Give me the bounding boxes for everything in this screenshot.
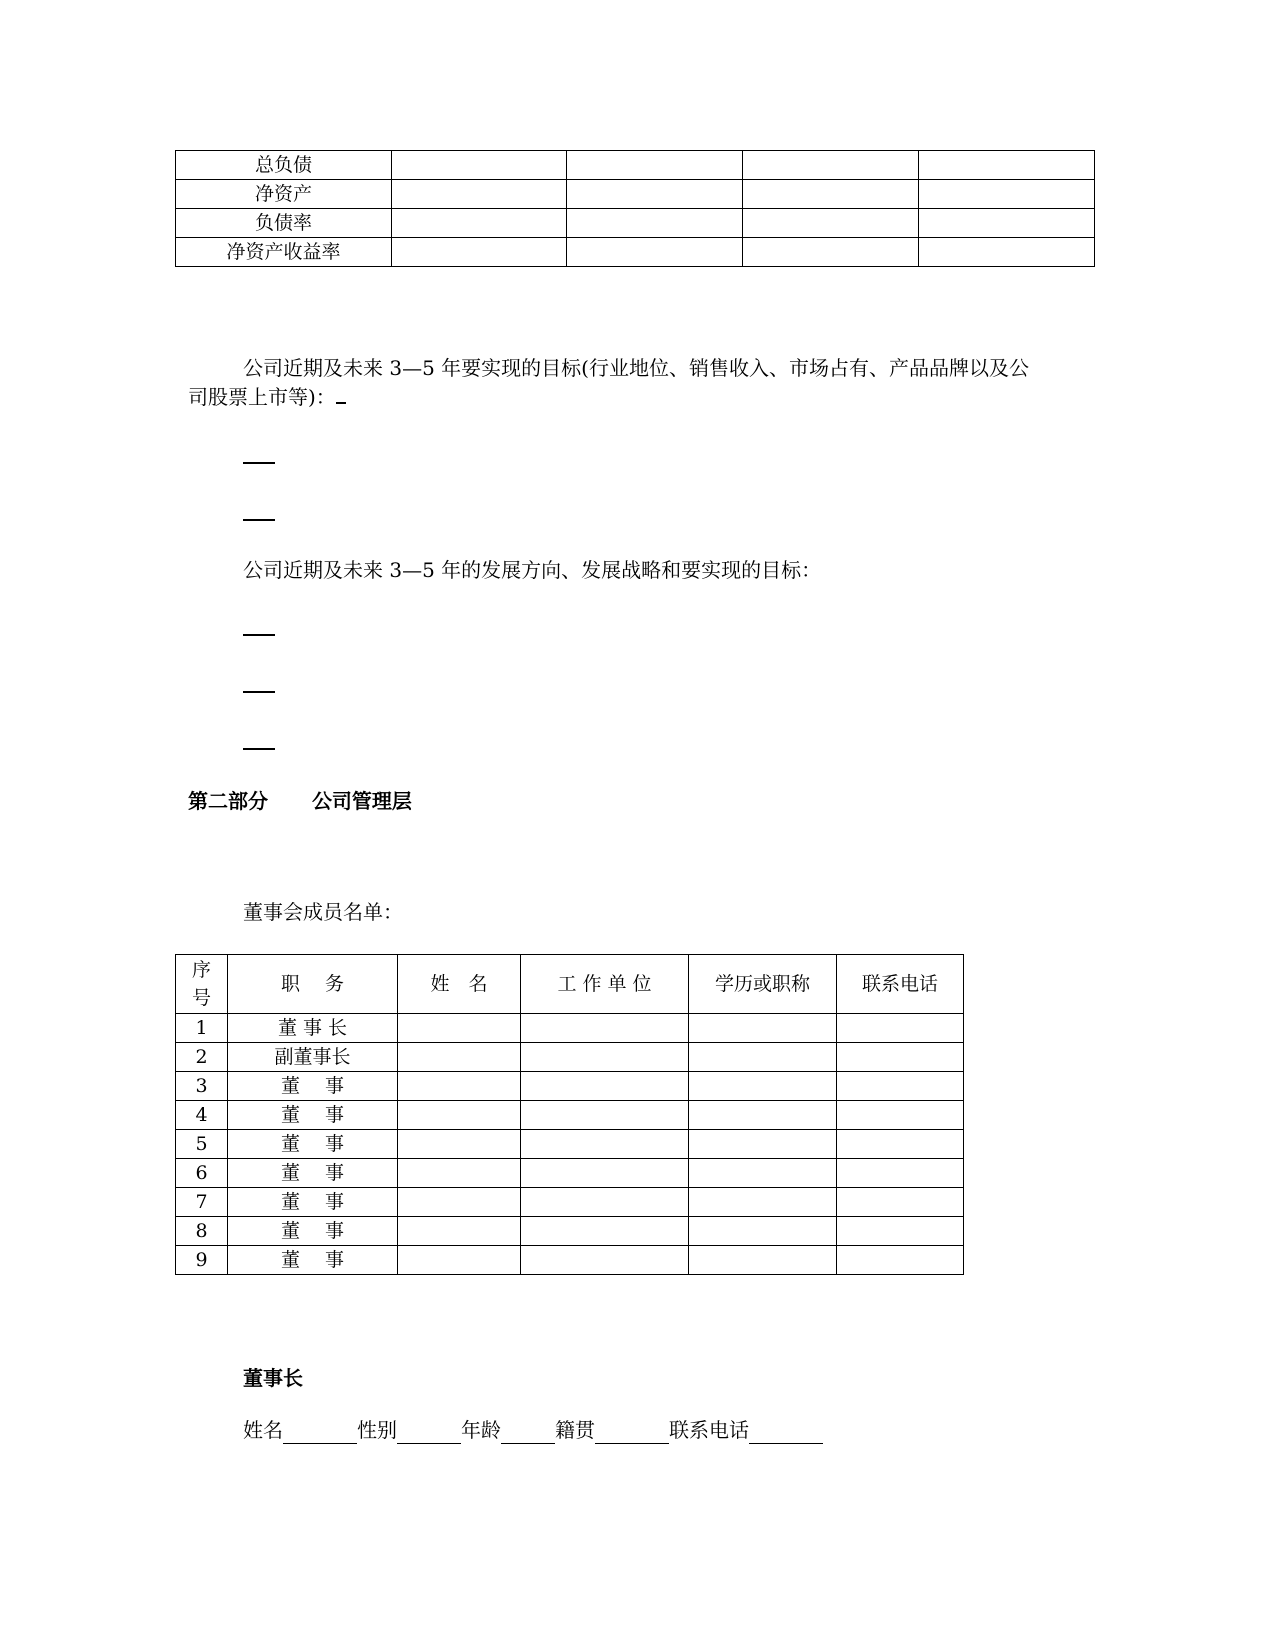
table-cell[interactable]: [567, 209, 743, 238]
row-position: 董 事: [228, 1246, 398, 1275]
answer-line[interactable]: [243, 748, 275, 750]
table-cell[interactable]: [521, 1014, 689, 1043]
table-cell[interactable]: [919, 238, 1095, 267]
table-cell[interactable]: [837, 1217, 964, 1246]
header-seq-bottom: 号: [191, 987, 211, 1009]
row-seq: 5: [176, 1130, 228, 1159]
row-position: 董 事: [228, 1217, 398, 1246]
section-title: 公司管理层: [311, 789, 412, 813]
header-seq: [176, 955, 228, 1014]
row-label: 负债率: [176, 209, 392, 238]
table-cell[interactable]: [398, 1130, 521, 1159]
table-cell[interactable]: [521, 1217, 689, 1246]
goals-line-1: 公司近期及未来 3—5 年要实现的目标(行业地位、销售收入、市场占有、产品品牌以及公: [243, 356, 1029, 380]
goals-line-2-text: 司股票上市等)：: [188, 385, 336, 409]
header-employer: 工 作 单 位: [521, 955, 689, 1014]
header-name: 姓 名: [398, 955, 521, 1014]
table-row: [176, 209, 1095, 238]
row-position: 董 事: [228, 1072, 398, 1101]
header-seq-top: 序: [191, 959, 211, 981]
financial-indicators-table: [175, 150, 1095, 267]
table-cell[interactable]: [567, 180, 743, 209]
header-education: 学历或职称: [689, 955, 837, 1014]
row-position: 董 事: [228, 1101, 398, 1130]
table-cell[interactable]: [689, 1217, 837, 1246]
table-cell[interactable]: [743, 151, 919, 180]
table-header-row: [176, 955, 964, 1014]
table-cell[interactable]: [567, 238, 743, 267]
strategy-text: 公司近期及未来 3—5 年的发展方向、发展战略和要实现的目标：: [243, 558, 822, 582]
row-position: 董 事 长: [228, 1014, 398, 1043]
table-cell[interactable]: [837, 1130, 964, 1159]
row-seq: 3: [176, 1072, 228, 1101]
table-cell[interactable]: [689, 1101, 837, 1130]
table-row: [176, 1159, 964, 1188]
row-position: 董 事: [228, 1130, 398, 1159]
table-cell[interactable]: [689, 1188, 837, 1217]
table-cell[interactable]: [837, 1159, 964, 1188]
section-heading: [188, 785, 412, 814]
gender-field[interactable]: [397, 1423, 461, 1444]
board-members-table: [175, 954, 964, 1275]
table-cell[interactable]: [689, 1014, 837, 1043]
header-position: 职 务: [228, 955, 398, 1014]
row-label: 总负债: [176, 151, 392, 180]
table-cell[interactable]: [521, 1072, 689, 1101]
header-phone: 联系电话: [837, 955, 964, 1014]
table-row: [176, 1072, 964, 1101]
table-cell[interactable]: [743, 238, 919, 267]
table-row: [176, 1217, 964, 1246]
phone-field[interactable]: [749, 1423, 823, 1444]
table-cell[interactable]: [521, 1130, 689, 1159]
table-row: [176, 151, 1095, 180]
table-cell[interactable]: [919, 151, 1095, 180]
row-seq: 6: [176, 1159, 228, 1188]
answer-line[interactable]: [243, 462, 275, 464]
table-cell[interactable]: [837, 1043, 964, 1072]
table-cell[interactable]: [837, 1101, 964, 1130]
goals-line-2: [188, 382, 346, 411]
row-seq: 8: [176, 1217, 228, 1246]
answer-blank[interactable]: [336, 382, 346, 404]
table-cell[interactable]: [398, 1217, 521, 1246]
table-row: [176, 238, 1095, 267]
table-cell[interactable]: [689, 1159, 837, 1188]
row-label: 净资产: [176, 180, 392, 209]
table-cell[interactable]: [689, 1072, 837, 1101]
table-row: [176, 1130, 964, 1159]
phone-label: 联系电话: [669, 1418, 749, 1442]
origin-label: 籍贯: [555, 1418, 595, 1442]
table-row: [176, 180, 1095, 209]
table-cell[interactable]: [521, 1159, 689, 1188]
table-cell[interactable]: [689, 1130, 837, 1159]
table-cell[interactable]: [521, 1188, 689, 1217]
row-seq: 1: [176, 1014, 228, 1043]
table-cell[interactable]: [521, 1101, 689, 1130]
row-seq: 2: [176, 1043, 228, 1072]
table-cell[interactable]: [392, 238, 567, 267]
table-cell[interactable]: [837, 1188, 964, 1217]
table-cell[interactable]: [919, 209, 1095, 238]
table-cell[interactable]: [689, 1043, 837, 1072]
age-field[interactable]: [501, 1423, 555, 1444]
row-position: 董 事: [228, 1159, 398, 1188]
table-cell[interactable]: [521, 1246, 689, 1275]
name-label: 姓名: [243, 1418, 283, 1442]
table-cell[interactable]: [398, 1188, 521, 1217]
table-cell[interactable]: [392, 151, 567, 180]
gender-label: 性别: [357, 1418, 397, 1442]
age-label: 年龄: [461, 1418, 501, 1442]
section-number: 第二部分: [188, 789, 268, 813]
table-cell[interactable]: [919, 180, 1095, 209]
table-row: [176, 1043, 964, 1072]
table-cell[interactable]: [392, 180, 567, 209]
table-cell[interactable]: [398, 1159, 521, 1188]
table-cell[interactable]: [398, 1072, 521, 1101]
answer-line[interactable]: [243, 519, 275, 521]
table-cell[interactable]: [743, 180, 919, 209]
table-row: [176, 1246, 964, 1275]
answer-line[interactable]: [243, 634, 275, 636]
table-cell[interactable]: [689, 1246, 837, 1275]
name-field[interactable]: [283, 1423, 357, 1444]
table-cell[interactable]: [521, 1043, 689, 1072]
table-cell[interactable]: [392, 209, 567, 238]
table-cell[interactable]: [837, 1014, 964, 1043]
board-caption: 董事会成员名单：: [243, 900, 403, 924]
row-position: 董 事: [228, 1188, 398, 1217]
table-cell[interactable]: [398, 1043, 521, 1072]
table-row: [176, 1188, 964, 1217]
table-cell[interactable]: [567, 151, 743, 180]
origin-field[interactable]: [595, 1423, 669, 1444]
table-cell[interactable]: [398, 1246, 521, 1275]
table-cell[interactable]: [837, 1246, 964, 1275]
answer-line[interactable]: [243, 691, 275, 693]
row-label: 净资产收益率: [176, 238, 392, 267]
row-seq: 4: [176, 1101, 228, 1130]
chairman-heading: 董事长: [243, 1366, 303, 1390]
table-cell[interactable]: [837, 1072, 964, 1101]
row-position: 副董事长: [228, 1043, 398, 1072]
row-seq: 7: [176, 1188, 228, 1217]
chairman-info-line: [243, 1416, 823, 1444]
table-row: [176, 1014, 964, 1043]
row-seq: 9: [176, 1246, 228, 1275]
table-cell[interactable]: [743, 209, 919, 238]
table-cell[interactable]: [398, 1101, 521, 1130]
table-cell[interactable]: [398, 1014, 521, 1043]
table-row: [176, 1101, 964, 1130]
